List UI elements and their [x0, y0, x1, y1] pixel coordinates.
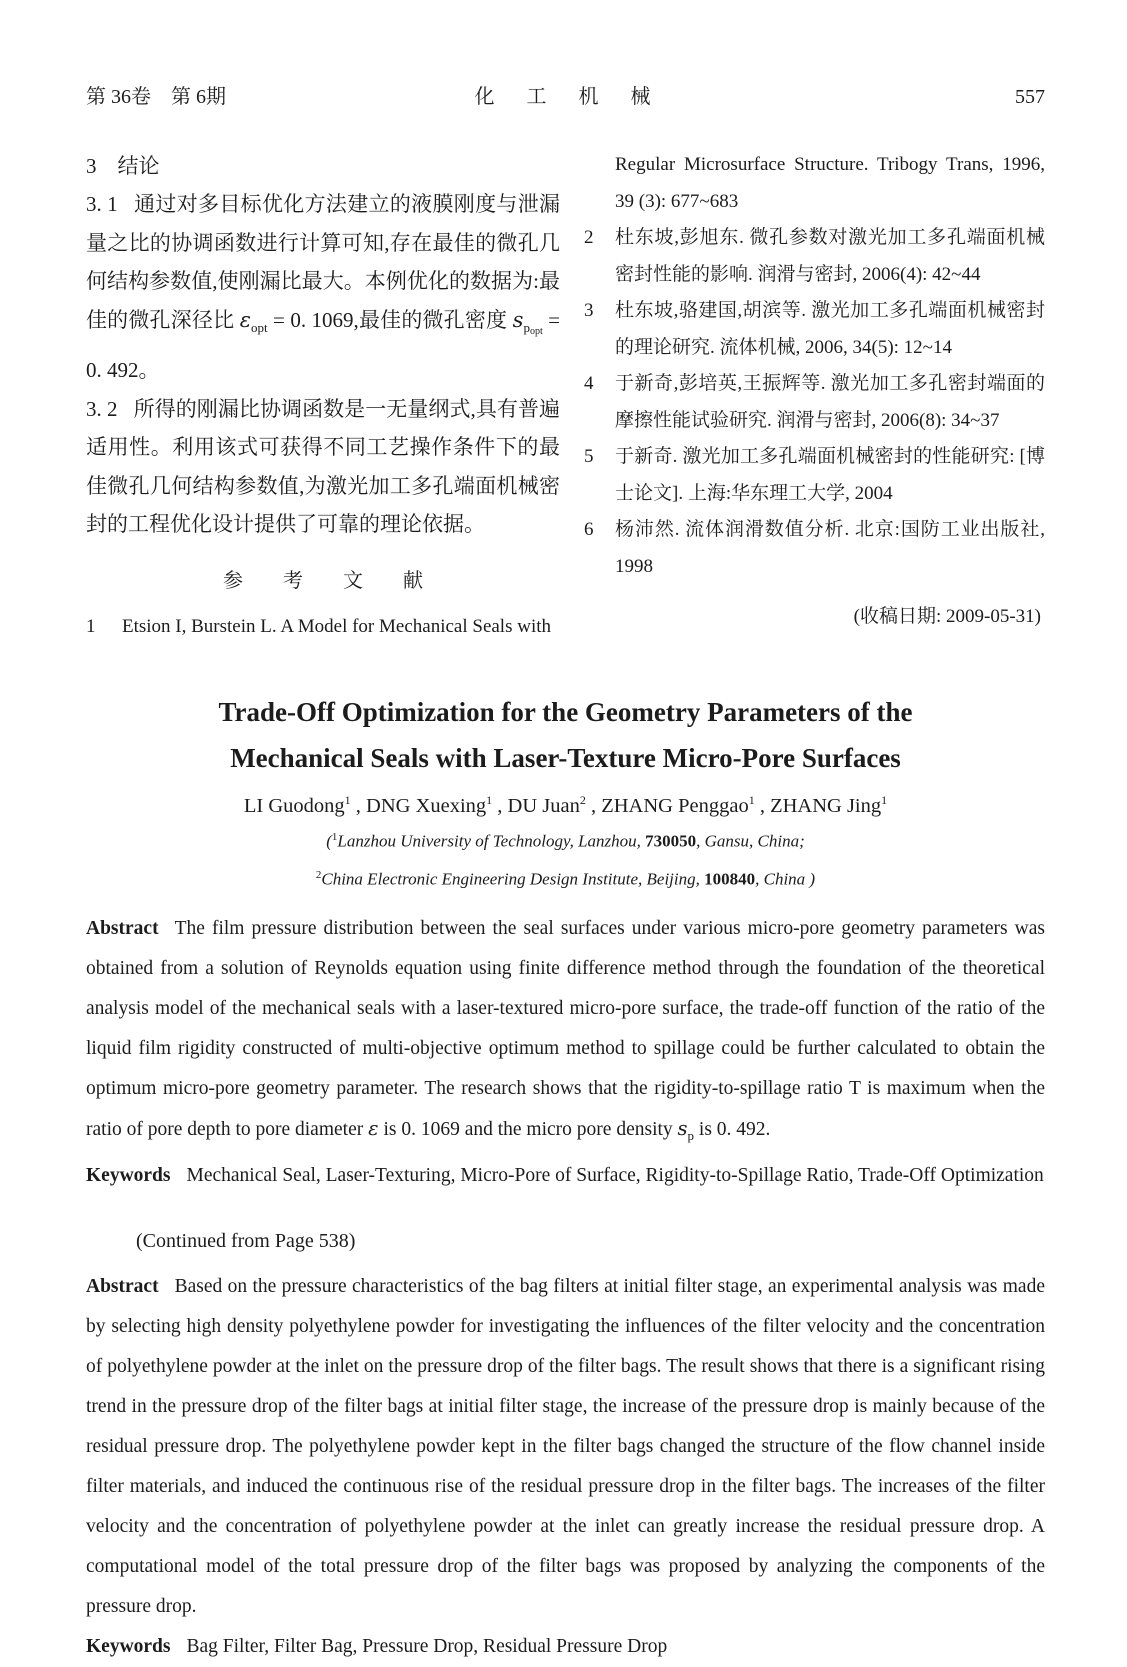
- keywords-label: Keywords: [86, 1165, 171, 1187]
- sp-opt-subscript: opt: [529, 325, 543, 337]
- continued-paper-block: [86, 1230, 1045, 1667]
- author-4: ZHANG Penggao$^1$ ,: [601, 793, 771, 817]
- reference-item-5: [584, 439, 1045, 512]
- keywords-label: Keywords: [86, 1636, 171, 1658]
- abstract-text: Based on the pressure characteristics of the bag filters at initial filter stage, an experimental analysis was made by selecting high density polyethylene powder for investigating the influences of the filter velocity and the concentration of polyethylene powder at the inlet on the pressure drop of the filter bags. The result shows that there is a significant rising trend in the pressure drop of the filter bags at initial filter stage, the increase of the pressure drop is mainly because of the residual pressure drop. The polyethylene powder kept in the filter bags changed the structure of the flow channel inside filter materials, and induced the continuous rise of the residual pressure drop in the filter bags. The increases of the filter velocity and the concentration of polyethylene powder at the inlet can greatly increase the residual pressure drop. A computational model of the total pressure drop of the filter bags was proposed by analyzing the components of the pressure drop.: [86, 1276, 1045, 1618]
- author-5: ZHANG Jing$^1$: [770, 793, 888, 817]
- english-paper-block: [86, 689, 1045, 1196]
- reference-number: 5: [584, 446, 594, 467]
- reference-item-4: [584, 366, 1045, 439]
- two-column-zone: [86, 147, 1045, 645]
- author-3: DU Juan$^2$ ,: [507, 793, 602, 817]
- para-3-1-number: 3. 1: [86, 192, 118, 216]
- sp-subscript: p: [523, 319, 530, 335]
- reference-number: 1: [86, 615, 96, 637]
- epsilon-subscript: opt: [251, 319, 268, 335]
- postcode: 730050: [645, 831, 697, 851]
- keywords-text: Mechanical Seal, Laser-Texturing, Micro-Pore of Surface, Rigidity-to-Spillage Ratio, Trade-Off Optimization: [186, 1165, 1044, 1187]
- conclusion-para-3-2: [86, 390, 560, 544]
- para-3-1-text-b: = 0. 1069,最佳的微孔密度: [267, 307, 513, 332]
- abstract-label: Abstract: [86, 1276, 159, 1298]
- sp-symbol: s: [512, 307, 524, 332]
- english-title: [86, 689, 1045, 781]
- affiliation-1: ($^1$Lanzhou University of Technology, Lanzhou, 730050, Gansu, China;: [326, 830, 805, 851]
- reference-item-2: [584, 220, 1045, 293]
- conclusion-heading: 3 结论: [86, 154, 160, 178]
- left-column: [86, 147, 560, 645]
- reference-number: [584, 147, 615, 220]
- sp-symbol: s: [677, 1117, 688, 1141]
- sp-subscript: p: [687, 1128, 695, 1144]
- continued-abstract: [86, 1267, 1045, 1627]
- journal-name: 化 工 机 械: [474, 86, 657, 108]
- abstract-text-c: is 0. 492.: [694, 1119, 771, 1141]
- reference-item-3: [584, 293, 1045, 366]
- abstract-text-a: The film pressure distribution between the seal surfaces under various micro-pore geometry parameters was obtained from a solution of Reynolds equation using finite difference method through the foundation of the theoretical analysis model of the mechanical seals with a laser-textured micro-pore surface, the trade-off function of the ratio of the liquid film rigidity constructed of multi-objective optimum method to spillage could be further calculated to obtain the optimum micro-pore geometry parameter. The research shows that the rigidity-to-spillage ratio T is maximum when the ratio of pore depth to pore diameter: [86, 918, 1045, 1141]
- para-3-1-text-c: = 0. 492。: [86, 307, 561, 382]
- abstract-label: Abstract: [86, 918, 159, 940]
- received-date: (收稿日期: 2009-05-31): [853, 606, 1041, 627]
- reference-item-1: [86, 609, 560, 646]
- para-3-2-number: 3. 2: [86, 396, 118, 421]
- reference-text: Regular Microsurface Structure. Tribogy Trans, 1996, 39 (3): 677~683: [615, 154, 1045, 212]
- affiliation-2: $^2$China Electronic Engineering Design Institute, Beijing, 100840, China ): [315, 869, 816, 890]
- reference-number: 6: [584, 519, 594, 540]
- epsilon-symbol: ε: [368, 1117, 379, 1141]
- column-gap: [560, 147, 584, 645]
- abstract-text-b: is 0. 1069 and the micro pore density: [378, 1119, 678, 1141]
- right-column: [584, 147, 1045, 645]
- reference-text: Etsion I, Burstein L. A Model for Mechanical Seals with: [122, 615, 552, 637]
- english-abstract: [86, 909, 1045, 1156]
- reference-text: 杜东坡,骆建国,胡滨等. 激光加工多孔端面机械密封的理论研究. 流体机械, 2006, 34(5): 12~14: [615, 300, 1045, 358]
- page-number: 557: [1015, 86, 1045, 108]
- conclusion-para-3-1: [86, 185, 560, 390]
- references-heading: 参 考 文 献: [223, 569, 423, 592]
- reference-number: 3: [584, 300, 594, 321]
- english-keywords: [86, 1156, 1045, 1196]
- english-title-line1: Trade-Off Optimization for the Geometry Parameters of the: [218, 697, 913, 727]
- reference-item-1-continued: [584, 147, 1045, 220]
- keywords-text: Bag Filter, Filter Bag, Pressure Drop, Residual Pressure Drop: [186, 1636, 668, 1658]
- reference-number: 4: [584, 373, 594, 394]
- postcode: 100840: [704, 870, 756, 890]
- volume-issue: 第 36卷 第 6期: [86, 86, 226, 108]
- epsilon-symbol: ε: [239, 307, 251, 332]
- continued-note: (Continued from Page 538): [136, 1230, 356, 1253]
- english-title-line2: Mechanical Seals with Laser-Texture Micro-Pore Surfaces: [230, 743, 901, 773]
- author-2: DNG Xuexing$^1$ ,: [366, 793, 508, 817]
- para-3-2-text: 所得的刚漏比协调函数是一无量纲式,具有普遍适用性。利用该式可获得不同工艺操作条件下的最佳微孔几何结构参数值,为激光加工多孔端面机械密封的工程优化设计提供了可靠的理论依据。: [86, 396, 561, 536]
- reference-item-6: [584, 512, 1045, 585]
- para-3-1-text-a: 通过对多目标优化方法建立的液膜刚度与泄漏量之比的协调函数进行计算可知,存在最佳的微孔几何结构参数值,使刚漏比最大。本例优化的数据为:最佳的微孔深径比: [86, 192, 561, 332]
- reference-text: 于新奇,彭培英,王振辉等. 激光加工多孔密封端面的摩擦性能试验研究. 润滑与密封, 2006(8): 34~37: [615, 373, 1045, 431]
- reference-text: 于新奇. 激光加工多孔端面机械密封的性能研究: [博士论文]. 上海:华东理工大学, 2004: [615, 446, 1045, 504]
- reference-number: 2: [584, 227, 594, 248]
- reference-text: 杜东坡,彭旭东. 微孔参数对激光加工多孔端面机械密封性能的影响. 润滑与密封, 2006(4): 42~44: [615, 227, 1045, 285]
- reference-text: 杨沛然. 流体润滑数值分析. 北京:国防工业出版社, 1998: [615, 519, 1045, 577]
- continued-keywords: [86, 1627, 1045, 1667]
- author-1: LI Guodong$^1$ ,: [243, 793, 367, 817]
- authors-line: [86, 793, 1045, 818]
- running-head: [86, 80, 1045, 109]
